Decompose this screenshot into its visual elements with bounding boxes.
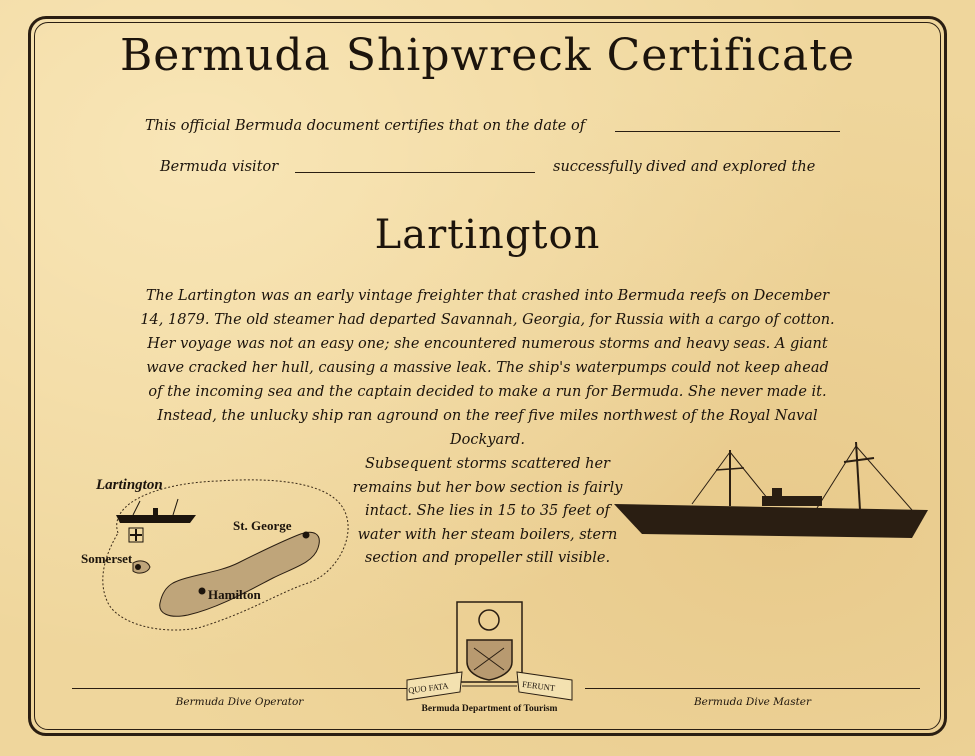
dived-text: successfully dived and explored the xyxy=(553,159,816,175)
certificate-title: Bermuda Shipwreck Certificate xyxy=(119,30,856,81)
map-label-somerset: Somerset xyxy=(81,551,133,566)
bermuda-crest xyxy=(402,600,577,720)
ship-illustration xyxy=(612,440,932,545)
somerset-marker xyxy=(135,564,141,570)
operator-signature-label: Bermuda Dive Operator xyxy=(175,696,304,708)
certifies-text: This official Bermuda document certifies that on the date of xyxy=(145,118,586,134)
crest-motto-left: QUO FATA xyxy=(407,680,449,696)
bermuda-map xyxy=(78,463,363,638)
history-paragraph-continued: Subsequent storms scattered her remains but her bow section is fairly intact. She lies in 15 to 35 feet of water with her steam boilers, stern section and propeller still visible. xyxy=(352,456,623,566)
bermuda-crest-icon xyxy=(402,600,577,720)
visitor-label: Bermuda visitor xyxy=(160,159,279,175)
map-label-wreck: Lartington xyxy=(96,477,163,493)
divemaster-signature-label: Bermuda Dive Master xyxy=(693,696,812,708)
wreck-site-cross-icon xyxy=(129,528,143,542)
map-label-hamilton: Hamilton xyxy=(208,587,261,602)
hamilton-marker xyxy=(199,588,206,595)
small-ship-icon xyxy=(116,499,196,523)
tourism-department-label: Bermuda Department of Tourism xyxy=(421,704,558,714)
wreck-name: Lartington xyxy=(374,212,601,258)
map-label-st-george: St. George xyxy=(233,518,292,533)
operator-signature-line[interactable] xyxy=(72,688,407,689)
st-george-marker xyxy=(303,532,310,539)
crest-motto-right: FERUNT xyxy=(521,678,556,693)
visitor-name-blank-line[interactable] xyxy=(295,172,535,173)
history-paragraph: The Lartington was an early vintage freighter that crashed into Bermuda reefs on December 14, 1879. The old steamer had departed Savannah, Georgia, for Russia with a cargo of cotton. Her voyage was not an easy one; she encountered numerous storms and heavy seas. A giant wave cracked her hull, causing a massive leak. The ship's waterpumps could not keep ahead of the incoming sea and the captain decided to make a run for Bermuda. She never made it. Instead, the unlucky ship ran aground on the reef five miles northwest of the Royal Naval Dockyard. xyxy=(140,288,835,448)
divemaster-signature-line[interactable] xyxy=(585,688,920,689)
date-blank-line[interactable] xyxy=(615,131,840,132)
